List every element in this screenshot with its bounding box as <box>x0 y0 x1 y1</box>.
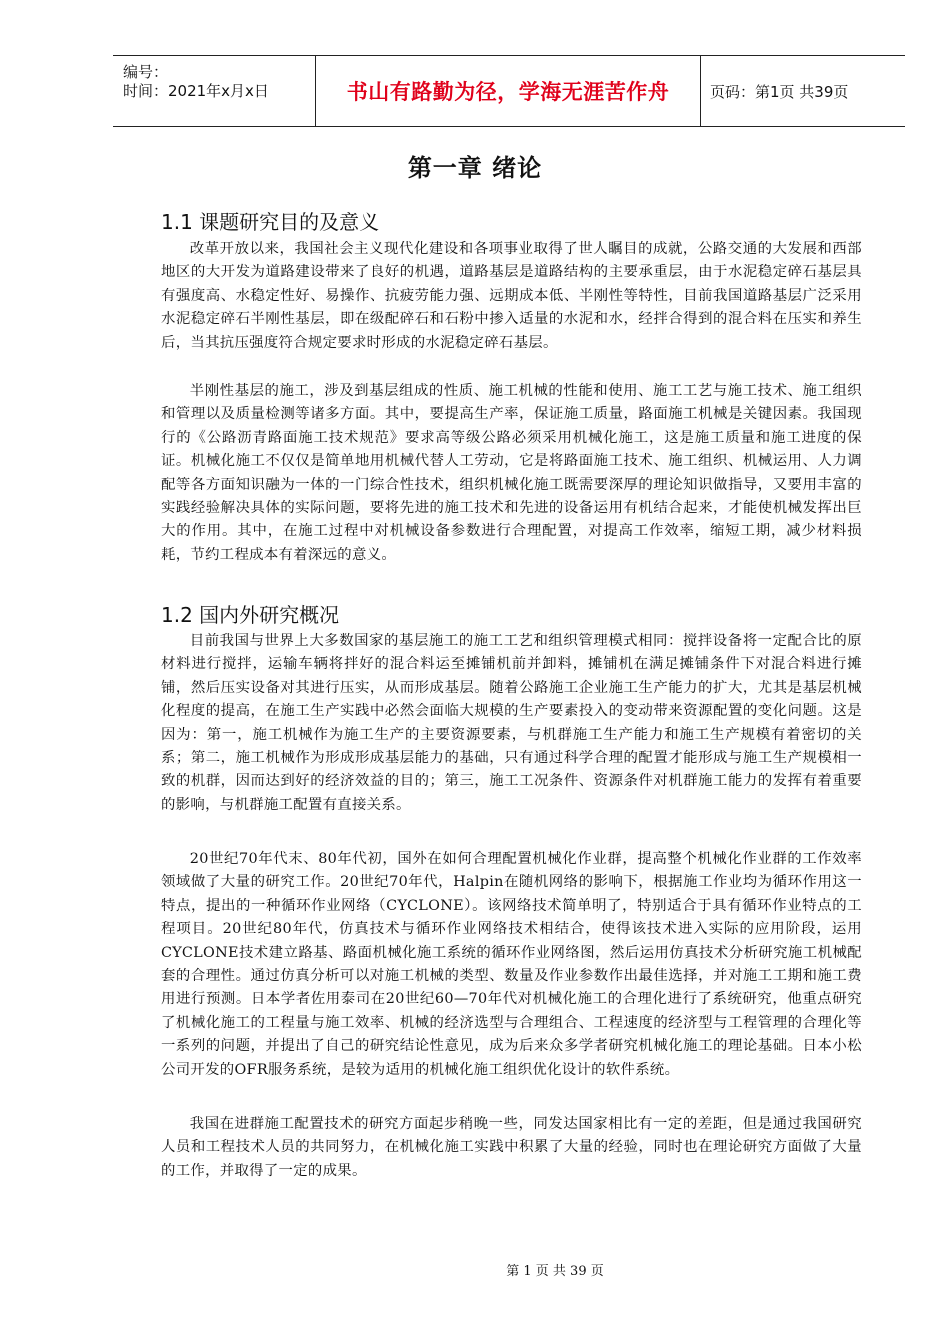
header-page-cell <box>700 56 905 126</box>
document-header <box>113 55 905 127</box>
paragraph: 我国在进群施工配置技术的研究方面起步稍晚一些，同发达国家相比有一定的差距，但是通过我国研究人员和工程技术人员的共同努力，在机械化施工实践中积累了大量的经验，同时也在理论研究方面做了大量的工作，并取得了一定的成果。 <box>161 1116 862 1179</box>
time-label: 时间：2021年x月x日 <box>123 82 269 100</box>
paragraph: 改革开放以来，我国社会主义现代化建设和各项事业取得了世人瞩目的成就，公路交通的大发展和西部地区的大开发为道路建设带来了良好的机遇，道路基层是道路结构的主要承重层，由于水泥稳定碎石基层具有强度高、水稳定性好、易操作、抗疲劳能力强、远期成本低、半刚性等特性，目前我国道路基层广泛采用水泥稳定碎石半刚性基层，即在级配碎石和石粉中掺入适量的水泥和水，经拌合得到的混合料在压实和养生后，当其抗压强度符合规定要求时形成的水泥稳定碎石基层。 <box>161 241 862 351</box>
chapter-title: 第一章 绪论 <box>407 154 543 182</box>
motto-text: 书山有路勤为径，学海无涯苦作舟 <box>346 80 670 104</box>
section-title-1-1: 1.1 课题研究目的及意义 <box>161 210 380 234</box>
page-footer: 第 1 页 共 39 页 <box>506 1264 604 1279</box>
header-info-cell <box>113 56 315 126</box>
page-code: 页码：第1页 共39页 <box>710 82 849 101</box>
paragraph: 20世纪70年代末、80年代初，国外在如何合理配置机械化作业群，提高整个机械化作业群的工作效率领域做了大量的研究工作。20世纪70年代，Halpin在随机网络的影响下，根据施工作业均为循环作用这一特点，提出的一种循环作业网络（CYCLONE）。该网络技术简单明了，特别适合于具有循环作业特点的工程项目。20世纪80年代，仿真技术与循环作业网络技术相结合，使得该技术进入实际的应用阶段，运用CYCLONE技术建立路基、路面机械化施工系统的循环作业网络图，然后运用仿真技术分析研究施工机械配套的合理性。通过仿真分析可以对施工机械的类型、数量及作业参数作出最佳选择，并对施工工期和施工费用进行预测。日本学者佐用泰司在20世纪60—70年代对机械化施工的合理化进行了系统研究，他重点研究了机械化施工的工程量与施工效率、机械的经济选型与合理组合、工程速度的经济型与工程管理的合理化等一系列的问题，并提出了自己的研究结论性意见，成为后来众多学者研究机械化施工的理论基础。日本小松公司开发的OFR服务系统，是较为适用的机械化施工组织优化设计的软件系统。 <box>161 851 862 1078</box>
section-title-1-2: 1.2 国内外研究概况 <box>161 603 340 627</box>
number-label: 编号： <box>123 63 169 81</box>
paragraph: 半刚性基层的施工，涉及到基层组成的性质、施工机械的性能和使用、施工工艺与施工技术、施工组织和管理以及质量检测等诸多方面。其中，要提高生产率，保证施工质量，路面施工机械是关键因素。我国现行的《公路沥青路面施工技术规范》要求高等级公路必须采用机械化施工，这是施工质量和施工进度的保证。机械化施工不仅仅是简单地用机械代替人工劳动，它是将路面施工技术、施工组织、机械运用、人力调配等各方面知识融为一体的一门综合性技术，组织机械化施工既需要深厚的理论知识做指导，又要用丰富的实践经验解决具体的实际问题，要将先进的施工技术和先进的设备运用有机结合起来，才能使机械发挥出巨大的作用。其中，在施工过程中对机械设备参数进行合理配置，对提高工作效率，缩短工期，减少材料损耗，节约工程成本有着深远的意义。 <box>161 383 862 563</box>
paragraph: 目前我国与世界上大多数国家的基层施工的施工工艺和组织管理模式相同：搅拌设备将一定配合比的原材料进行搅拌，运输车辆将拌好的混合料运至摊铺机前并卸料，摊铺机在满足摊铺条件下对混合料进行摊铺，然后压实设备对其进行压实，从而形成基层。随着公路施工企业施工生产能力的扩大，尤其是基层机械化程度的提高，在施工生产实践中必然会面临大规模的生产要素投入的变动带来资源配置的变化问题。这是因为：第一，施工机械作为施工生产的主要资源要素，与机群施工生产能力和施工生产规模有着密切的关系；第二，施工机械作为形成形成基层能力的基础，只有通过科学合理的配置才能形成与施工生产规模相一致的机群，因而达到好的经济效益的目的；第三，施工工况条件、资源条件对机群施工能力的发挥有着重要的影响，与机群施工配置有直接关系。 <box>161 633 862 813</box>
header-motto-cell <box>315 56 701 126</box>
